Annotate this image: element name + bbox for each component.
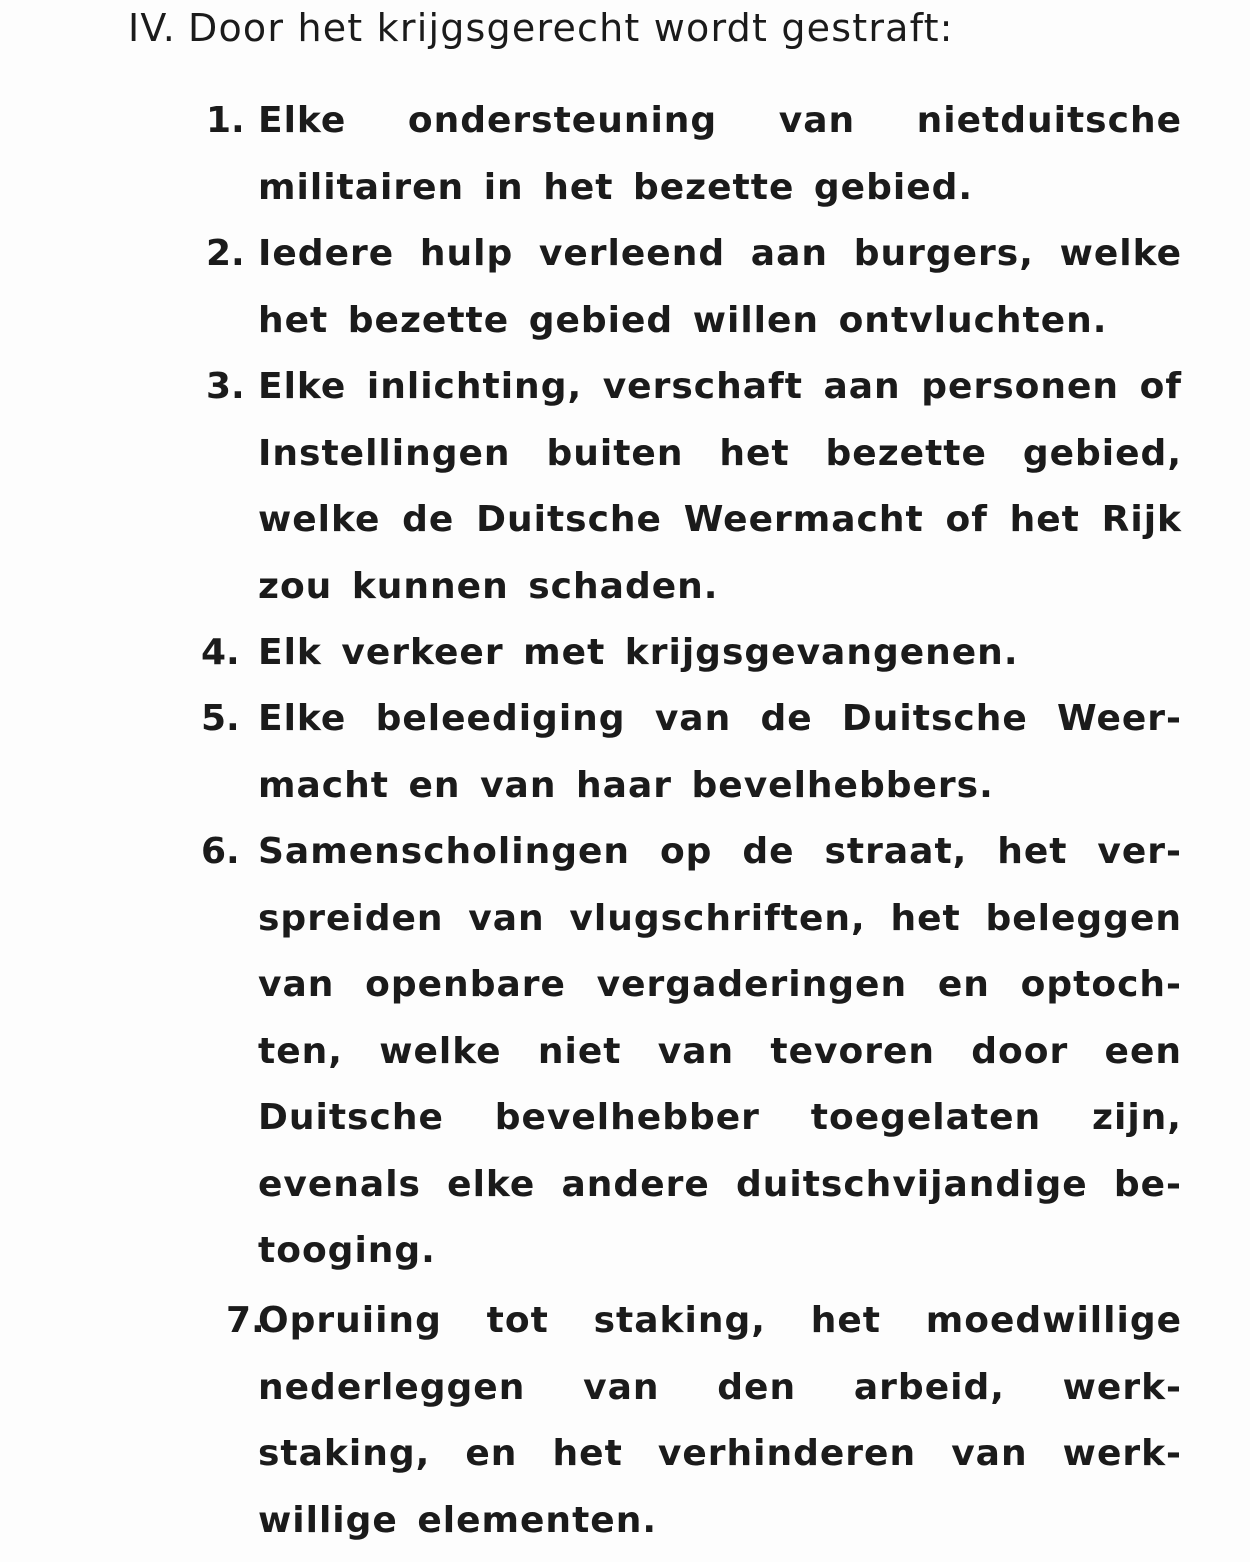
section-heading bbox=[128, 6, 954, 52]
item-number: 4. bbox=[201, 632, 240, 673]
item-number: 5. bbox=[201, 698, 240, 739]
item-number: 6. bbox=[201, 831, 240, 872]
item-text: Samenscholingen op de straat, het ver-spreiden van vlugschriften, het beleggen van openbare vergaderingen en optoch-ten, welke niet van tevoren door een Duitsche bevelhebber toegelaten zijn, evenals elke andere duitschvijandige be-tooging. bbox=[258, 831, 1182, 1271]
section-title: Door het krijgsgerecht wordt gestraft: bbox=[187, 6, 954, 50]
section-number: IV. bbox=[128, 6, 176, 50]
item-number: 3. bbox=[206, 366, 245, 407]
item-text: Elk verkeer met krijgsgevangenen. bbox=[258, 632, 1019, 673]
item-text: Iedere hulp verleend aan burgers, welke het bezette gebied willen ontvluchten. bbox=[258, 233, 1182, 341]
item-text: Elke inlichting, verschaft aan personen of Instellingen buiten het bezette gebied, welke de Duitsche Weermacht of het Rijk zou kunnen schaden. bbox=[258, 366, 1182, 607]
item-number: 1. bbox=[206, 100, 245, 141]
item-number: 2. bbox=[206, 233, 245, 274]
item-text: Opruiing tot staking, het moedwillige nederleggen van den arbeid, werk-staking, en het verhinderen van werk-willige elementen. bbox=[258, 1300, 1182, 1541]
item-text: Elke ondersteuning van nietduitsche militairen in het bezette gebied. bbox=[258, 100, 1182, 208]
item-number: 7. bbox=[226, 1300, 265, 1341]
item-text: Elke beleediging van de Duitsche Weer-macht en van haar bevelhebbers. bbox=[258, 698, 1182, 806]
